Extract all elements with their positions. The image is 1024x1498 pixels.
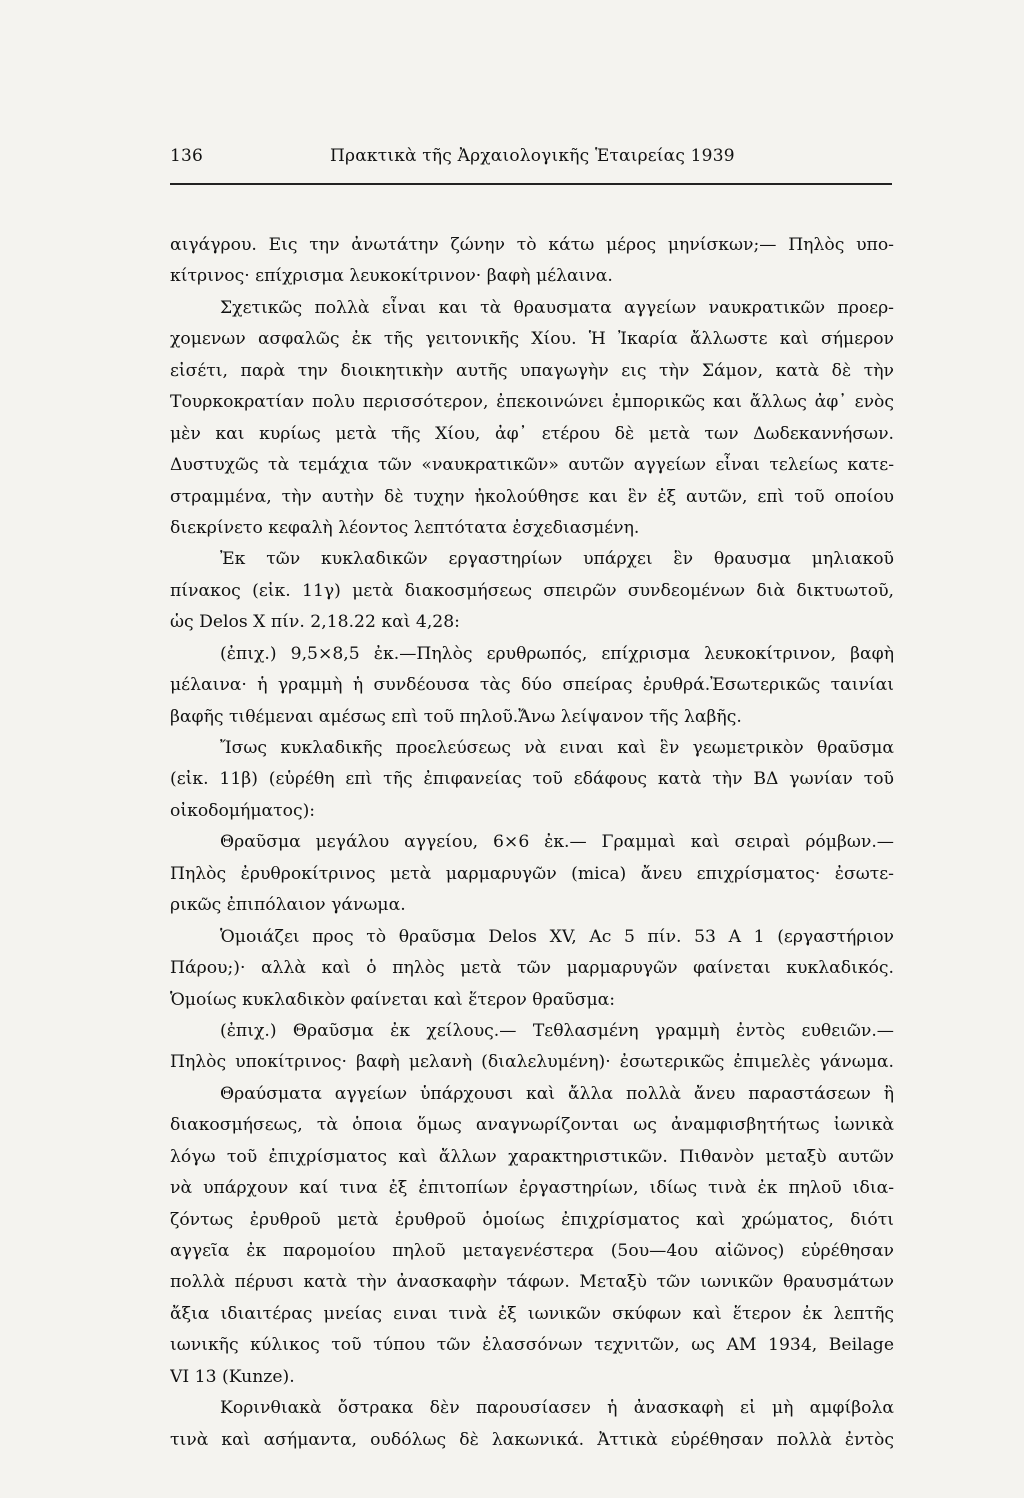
text-line: Ἴσως κυκλαδικῆς προελεύσεως νὰ ειναι καὶ ἓν γεωμετρικὸν θραῦσμα [220, 738, 894, 758]
page-number: 136 [170, 146, 204, 166]
text-line: Σχετικῶς πολλὰ εἶναι και τὰ θραυσματα αγγείων ναυκρατικῶν προερ- [220, 297, 894, 318]
running-header [170, 146, 892, 166]
text-line: VI 13 (Kunze). [170, 1366, 295, 1387]
running-title: Πρακτικὰ τῆς Ἀρχαιολογικῆς Ἑταιρείας 1939 [330, 146, 735, 166]
text-line: μὲν και κυρίως μετὰ τῆς Χίου, ἀφ᾽ ετέρου δὲ μετὰ των Δωδεκαννήσων. [170, 423, 894, 444]
text-line: Πηλὸς υποκίτρινος· βαφὴ μελανὴ (διαλελυμένη)· ἐσωτερικῶς ἐπιμελὲς γάνωμα. [170, 1052, 894, 1073]
text-line: βαφῆς τιθέμεναι αμέσως επὶ τοῦ πηλοῦ.Ἄνω λείψανον τῆς λαβῆς. [170, 706, 742, 727]
text-line: ἄξια ιδιαιτέρας μνείας ειναι τινὰ ἐξ ιωνικῶν σκύφων καὶ ἕτερον ἐκ λεπτῆς [170, 1303, 894, 1324]
text-line: Θραύσματα αγγείων ὑπάρχουσι καὶ ἄλλα πολλὰ ἄνευ παραστάσεων ἢ [220, 1083, 894, 1104]
text-line: Πηλὸς ἐρυθροκίτρινος μετὰ μαρμαρυγῶν (mica) ἄνευ επιχρίσματος· ἐσωτε- [170, 863, 894, 884]
header-rule [170, 183, 892, 185]
text-line: (ἐπιχ.) 9,5×8,5 ἐκ.—Πηλὸς ερυθρωπός, επίχρισμα λευκοκίτρινον, βαφὴ [220, 643, 894, 664]
text-line: ρικῶς ἐπιπόλαιον γάνωμα. [170, 895, 406, 916]
text-line: Θραῦσμα μεγάλου αγγείου, 6×6 ἐκ.— Γραμμαὶ καὶ σειραὶ ρόμβων.— [220, 832, 894, 853]
text-line: αγγεῖα ἐκ παρομοίου πηλοῦ μεταγενέστερα (5ου—4ου αἰῶνος) εὑρέθησαν [170, 1241, 894, 1261]
text-line: αιγάγρου. Εις την ἀνωτάτην ζώνην τὸ κάτω μέρος μηνίσκων;— Πηλὸς υπο- [170, 235, 894, 255]
text-line: Ὁμοίως κυκλαδικὸν φαίνεται καὶ ἕτερον θραῦσμα: [170, 989, 616, 1010]
text-line: πολλὰ πέρυσι κατὰ τὴν ἀνασκαφὴν τάφων. Μεταξὺ τῶν ιωνικῶν θραυσμάτων [170, 1272, 894, 1293]
text-line: οἰκοδομήματος): [170, 800, 316, 821]
text-line: (ἐπιχ.) Θραῦσμα ἐκ χείλους.— Τεθλασμένη γραμμὴ ἐντὸς ευθειῶν.— [220, 1020, 894, 1041]
text-line: διακοσμήσεως, τὰ ὁποια ὅμως αναγνωρίζονται ως ἀναμφισβητήτως ἰωνικὰ [170, 1115, 894, 1136]
text-line: ὡς Delos X πίν. 2,18.22 καὶ 4,28: [170, 612, 460, 633]
text-line: Δυστυχῶς τὰ τεμάχια τῶν «ναυκρατικῶν» αυτῶν αγγείων εἶναι τελείως κατε- [170, 455, 894, 476]
text-line: ιωνικῆς κύλικος τοῦ τύπου τῶν ἐλασσόνων τεχνιτῶν, ως AM 1934, Beilage [170, 1335, 894, 1356]
text-line: πίνακος (εἰκ. 11γ) μετὰ διακοσμήσεως σπειρῶν συνδεομένων διὰ δικτυωτοῦ, [170, 580, 894, 601]
text-line: Ὁμοιάζει προς τὸ θραῦσμα Delos XV, Ac 5 πίν. 53 A 1 (εργαστήριον [220, 926, 894, 947]
text-line: νὰ υπάρχουν καί τινα ἐξ ἐπιτοπίων ἐργαστηρίων, ιδίως τινὰ ἐκ πηλοῦ ιδια- [170, 1178, 894, 1199]
text-line: Τουρκοκρατίαν πολυ περισσότερον, ἐπεκοινώνει ἐμπορικῶς και ἄλλως ἀφ᾽ ενὸς [170, 392, 894, 413]
text-line: Πάρου;)· αλλὰ καὶ ὁ πηλὸς μετὰ τῶν μαρμαρυγῶν φαίνεται κυκλαδικός. [170, 958, 894, 979]
text-line: Κορινθιακὰ ὄστρακα δὲν παρουσίασεν ἡ ἀνασκαφὴ εἰ μὴ αμφίβολα [220, 1398, 894, 1419]
body-text [170, 230, 894, 1456]
text-line: μέλαινα· ἡ γραμμὴ ἡ συνδέουσα τὰς δύο σπείρας ἐρυθρά.Ἐσωτερικῶς ταινίαι [170, 675, 894, 696]
text-line: εἰσέτι, παρὰ την διοικητικὴν αυτῆς υπαγωγὴν εις τὴν Σάμον, κατὰ δὲ τὴν [170, 360, 894, 381]
text-line: λόγω τοῦ ἐπιχρίσματος καὶ ἄλλων χαρακτηριστικῶν. Πιθανὸν μεταξὺ αυτῶν [170, 1146, 894, 1167]
text-line: Ἐκ τῶν κυκλαδικῶν εργαστηρίων υπάρχει ἓν θραυσμα μηλιακοῦ [220, 549, 894, 570]
text-line: στραμμένα, τὴν αυτὴν δὲ τυχην ἠκολούθησε και ἓν ἐξ αυτῶν, επὶ τοῦ οποίου [170, 486, 894, 507]
text-line: διεκρίνετο κεφαλὴ λέοντος λεπτότατα ἐσχεδιασμένη. [170, 517, 640, 538]
text-line: ζόντως ἐρυθροῦ μετὰ ἐρυθροῦ ὁμοίως ἐπιχρίσματος καὶ χρώματος, διότι [170, 1209, 894, 1230]
text-line: χομενων ασφαλῶς ἐκ τῆς γειτονικῆς Χίου. Ἡ Ἰκαρία ἄλλωστε καὶ σήμερον [170, 329, 894, 350]
text-line: τινὰ καὶ ασήμαντα, ουδόλως δὲ λακωνικά. Ἀττικὰ εὑρέθησαν πολλὰ ἐντὸς [170, 1429, 894, 1450]
text-line: (εἰκ. 11β) (εὑρέθη επὶ τῆς ἐπιφανείας τοῦ εδάφους κατὰ τὴν ΒΔ γωνίαν τοῦ [170, 769, 894, 790]
text-line: κίτρινος· επίχρισμα λευκοκίτρινον· βαφὴ μέλαινα. [170, 266, 613, 287]
